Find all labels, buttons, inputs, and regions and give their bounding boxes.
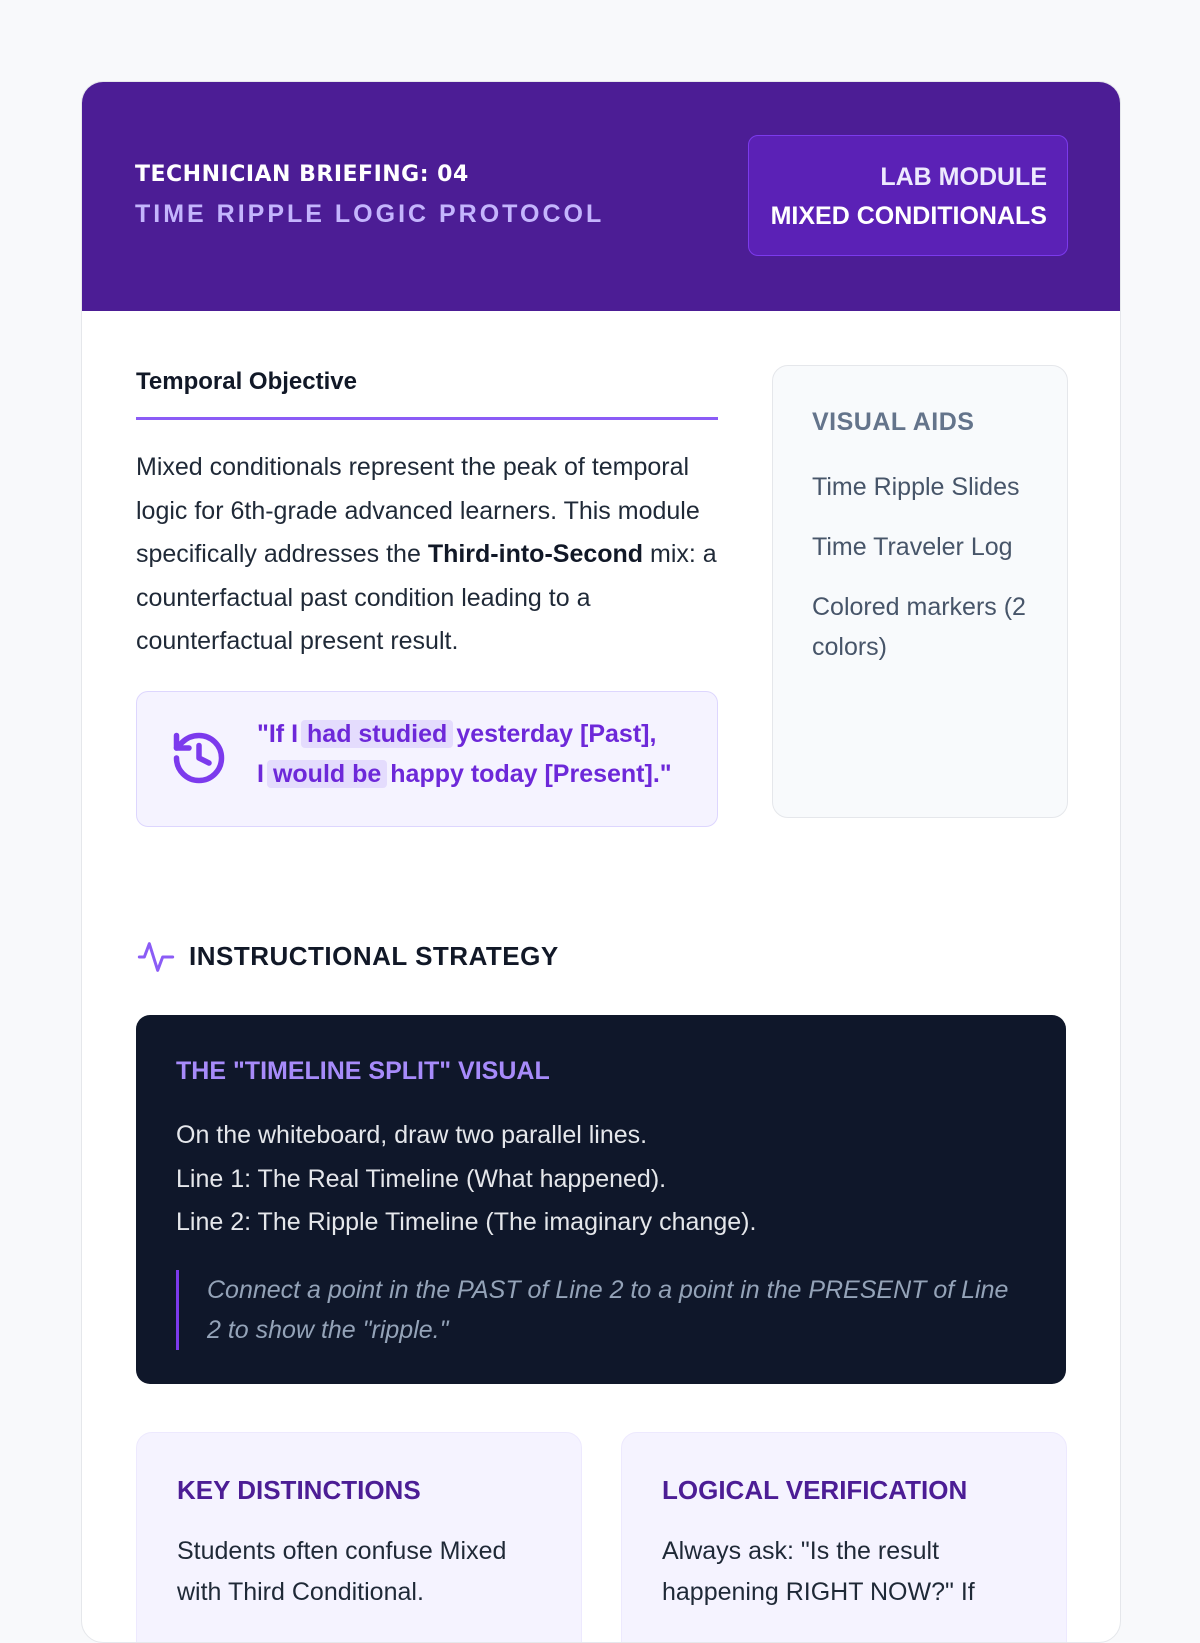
example-highlight-present: would be [267,760,387,788]
example-line1-start: "If I [257,720,299,748]
timeline-step: On the whiteboard, draw two parallel lines. [176,1121,648,1149]
key-distinctions-text: Students often confuse Mixed with Third Conditional. [177,1537,507,1606]
logical-verification-text: Always ask: "Is the result happening RIGHT NOW?" If [662,1537,975,1606]
example-sentence-box [136,691,718,827]
key-distinctions-title: KEY DISTINCTIONS [177,1475,421,1505]
timeline-steps [176,1114,756,1245]
timeline-split-title: THE "TIMELINE SPLIT" VISUAL [176,1057,550,1085]
example-sentence [257,714,672,794]
example-line-1 [257,714,672,754]
timeline-quote: Connect a point in the PAST of Line 2 to a point in the PRESENT of Line 2 to show the "ripple." [176,1270,1027,1350]
strategy-heading: INSTRUCTIONAL STRATEGY [189,941,559,971]
module-badge [748,135,1068,256]
objective-text [136,446,726,664]
module-label: LAB MODULE [880,163,1047,191]
briefing-subtitle: TIME RIPPLE LOGIC PROTOCOL [135,200,605,228]
briefing-card [81,81,1121,1643]
visual-aid-item: Time Traveler Log [812,533,1013,561]
example-line2-start: I [257,760,264,788]
key-distinctions-card [136,1432,582,1643]
timeline-split-panel [136,1015,1066,1384]
module-name: MIXED CONDITIONALS [770,202,1047,230]
example-line-2 [257,754,672,794]
example-line2-end: happy today [Present]." [390,760,672,788]
visual-aids-title: VISUAL AIDS [812,408,975,436]
objective-text-part1: Mixed conditionals represent the peak of temporal logic for 6th-grade advanced learners. This module specifically addresses the [136,453,700,568]
example-highlight-past: had studied [301,720,453,748]
logical-verification-title: LOGICAL VERIFICATION [662,1475,968,1505]
logical-verification-card [621,1432,1067,1643]
activity-pulse-icon [136,937,176,977]
briefing-header [82,82,1120,311]
objective-heading: Temporal Objective [136,368,357,395]
timeline-step: Line 2: The Ripple Timeline (The imaginary change). [176,1208,757,1236]
visual-aids-list [812,467,1042,687]
timeline-step: Line 1: The Real Timeline (What happened). [176,1164,667,1193]
objective-text-bold: Third-into-Second [427,540,644,568]
visual-aid-item: Colored markers (2 colors) [812,593,1026,661]
objective-divider [136,417,718,420]
history-icon [169,728,229,788]
objective-text-part2: mix: a counterfactual past condition leading to a counterfactual present result. [136,540,717,655]
visual-aids-panel [772,365,1068,818]
example-line1-end: yesterday [Past], [456,720,657,748]
visual-aid-item: Time Ripple Slides [812,473,1020,501]
briefing-title: TECHNICIAN BRIEFING: 04 [135,162,469,187]
